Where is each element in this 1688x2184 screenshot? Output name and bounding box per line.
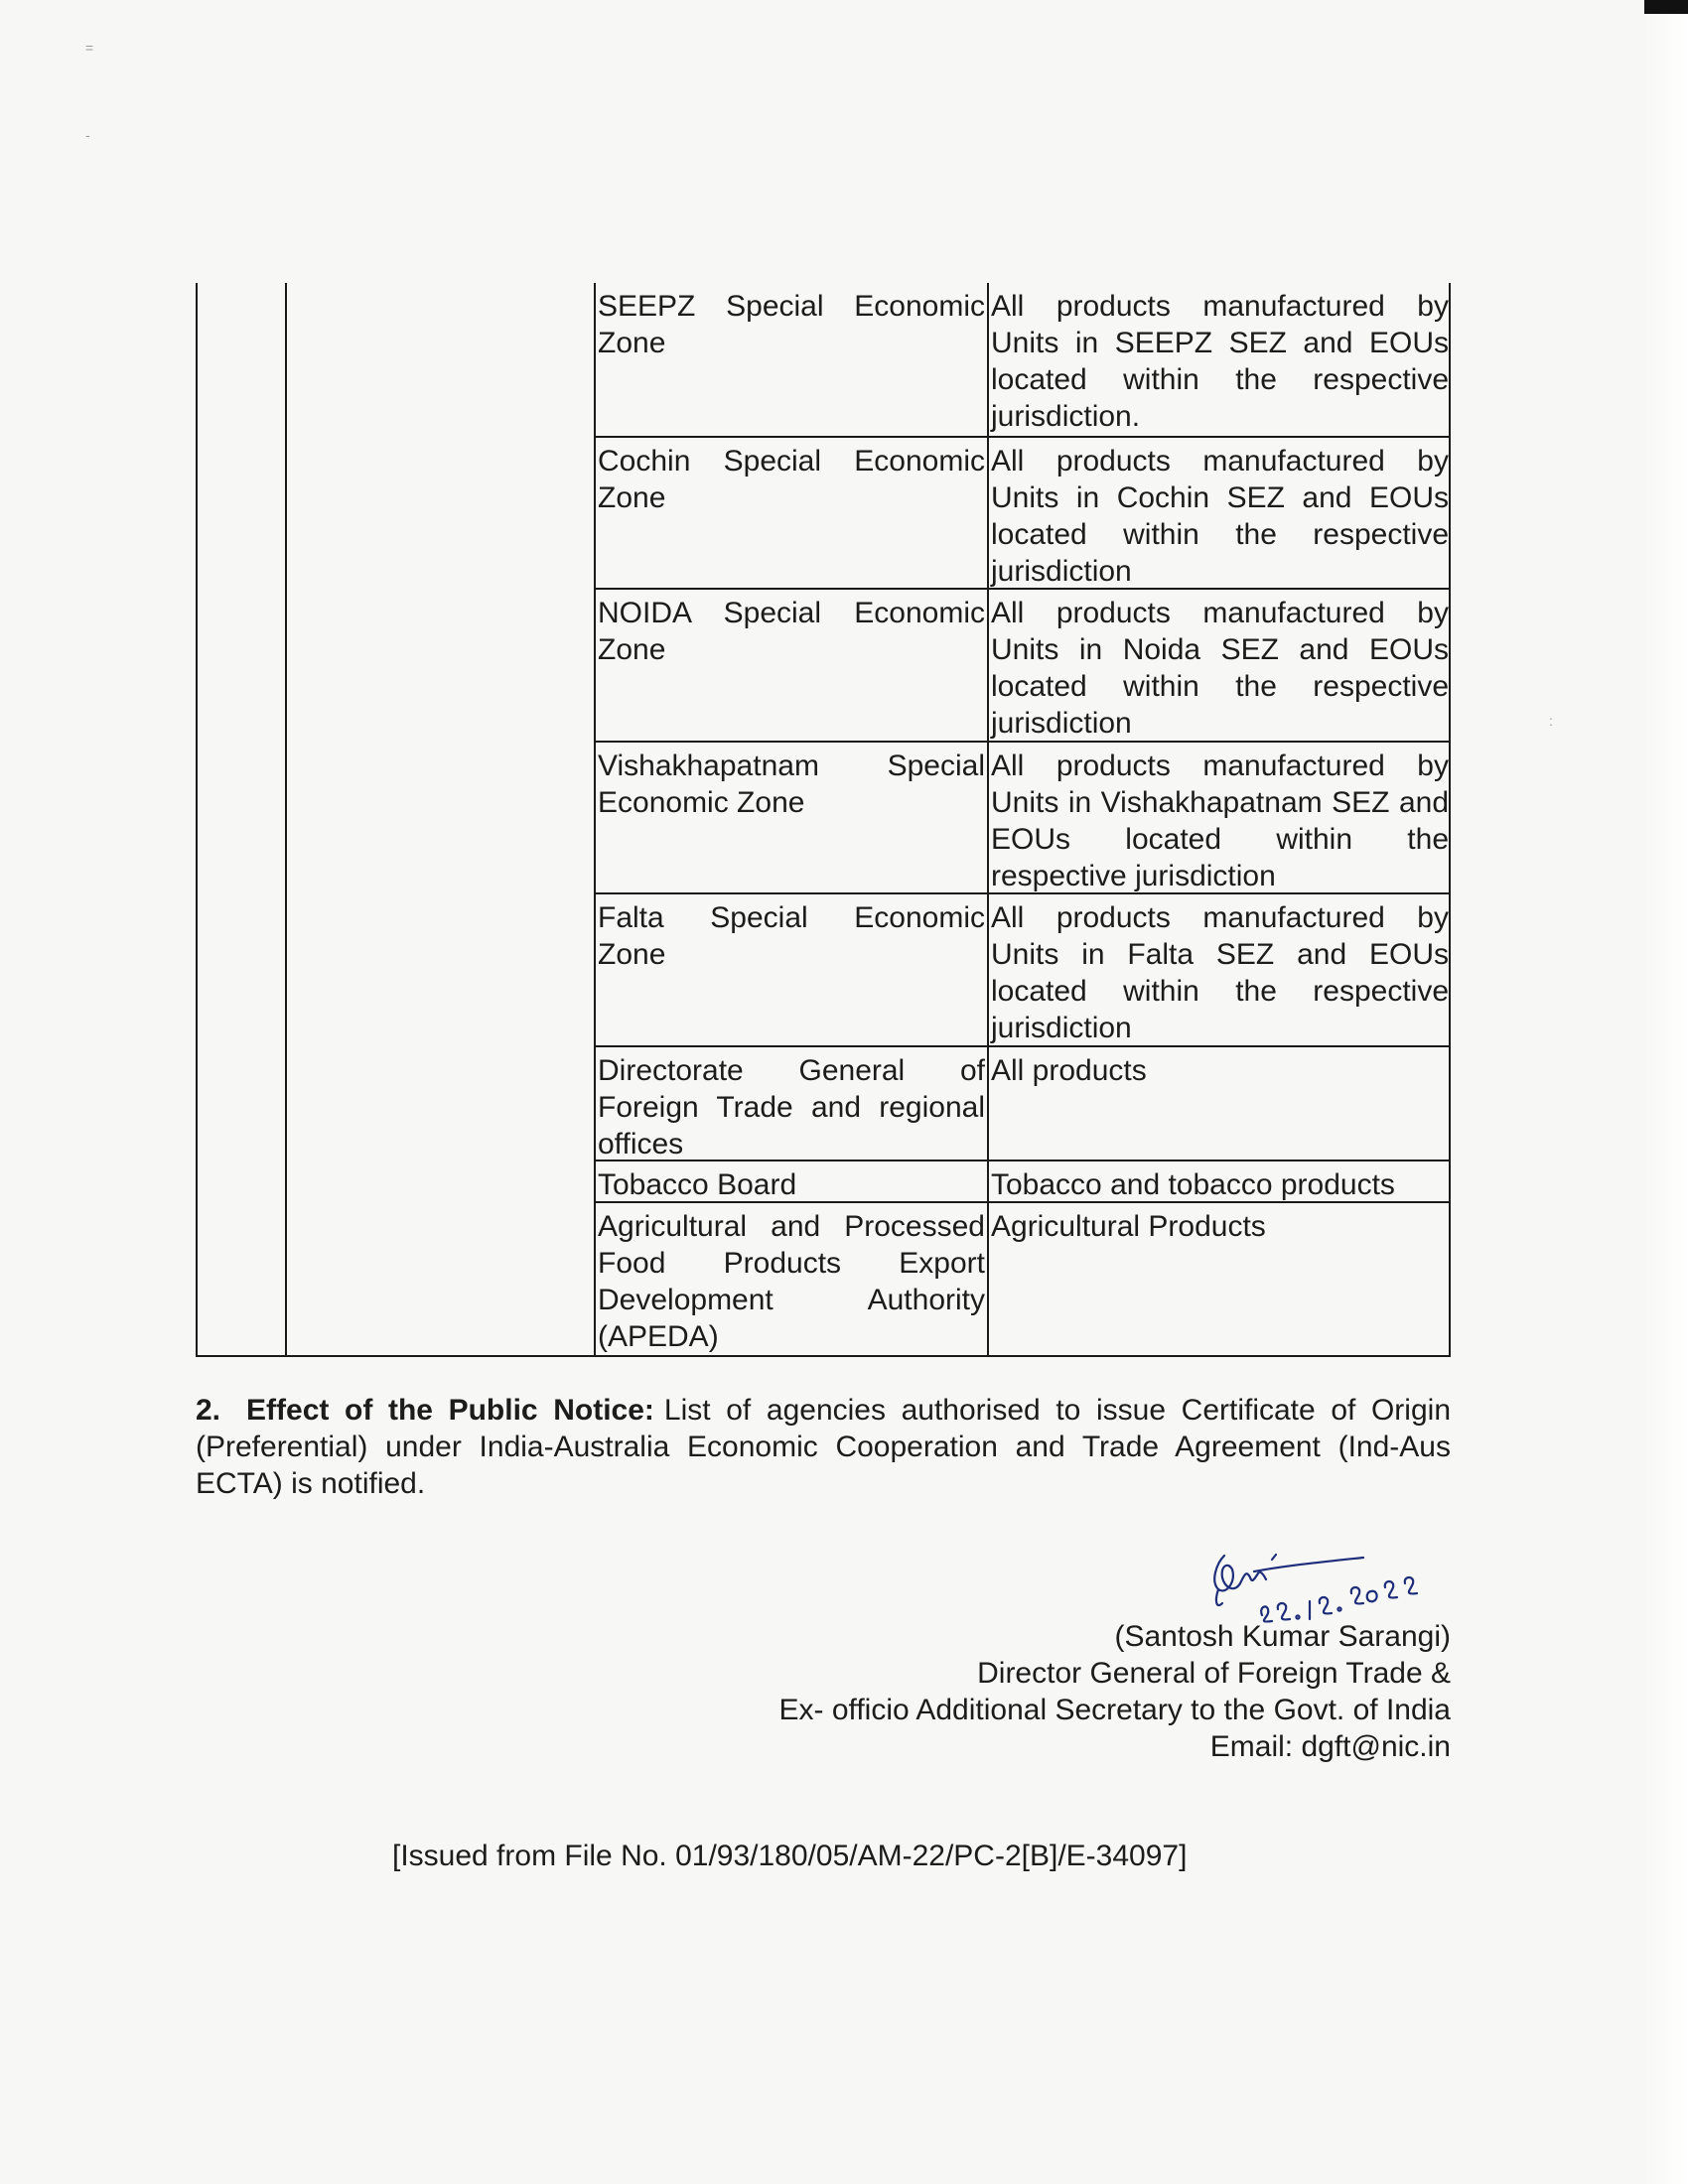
agency-cell: Agricultural and Processed Food Products Export Development Authority (APEDA) [594,1203,987,1355]
table-body [594,283,1451,1355]
table-row [594,1203,1451,1355]
agency-cell: Falta Special Economic Zone [594,894,987,1045]
agency-cell: Directorate General of Foreign Trade and regional offices [594,1047,987,1160]
table-row [594,1047,1451,1161]
products-cell: Tobacco and tobacco products [987,1161,1451,1201]
agency-cell: Cochin Special Economic Zone [594,438,987,588]
signatory-designation: Director General of Foreign Trade & [977,1657,1451,1690]
signatory-name: (Santosh Kumar Sarangi) [1114,1620,1451,1653]
signatory-block [779,1618,1451,1765]
scan-speck: = [85,40,94,56]
agency-cell: SEEPZ Special Economic Zone [594,283,987,436]
table-row [594,743,1451,894]
table-row [594,438,1451,590]
products-cell: All products [987,1047,1451,1160]
products-cell: All products manufactured by Units in Noida SEZ and EOUs located within the respective jurisdiction [987,590,1451,741]
section-heading: Effect of the Public Notice: [246,1394,654,1427]
table-row [594,894,1451,1047]
agency-cell: NOIDA Special Economic Zone [594,590,987,741]
scan-edge-mark [1644,0,1688,14]
section-number: 2. [196,1394,221,1427]
signatory-additional-designation: Ex- officio Additional Secretary to the Govt. of India [778,1694,1451,1726]
effect-of-notice-paragraph [196,1392,1451,1502]
agency-table [196,283,1451,1357]
scan-speck: : [1549,713,1553,729]
table-row [594,1161,1451,1203]
products-cell: All products manufactured by Units in Falta SEZ and EOUs located within the respective jurisdiction [987,894,1451,1045]
products-cell: All products manufactured by Units in SEEPZ SEZ and EOUs located within the respective jurisdiction. [987,283,1451,436]
signatory-email: Email: dgft@nic.in [1209,1730,1451,1763]
products-cell: All products manufactured by Units in Cochin SEZ and EOUs located within the respective jurisdiction [987,438,1451,588]
table-row [594,283,1451,438]
page-margin-strip [1644,0,1688,2184]
products-cell: Agricultural Products [987,1203,1451,1355]
scan-speck: - [85,127,90,143]
products-cell: All products manufactured by Units in Vishakhapatnam SEZ and EOUs located within the respective jurisdiction [987,743,1451,892]
table-column-divider [285,283,287,1355]
file-reference: [Issued from File No. 01/93/180/05/AM-22/PC-2[B]/E-34097] [392,1840,1188,1872]
section-body: List of agencies authorised to issue Certificate of Origin (Preferential) under India-Australia Economic Cooperation and Trade Agreement (Ind-Aus ECTA) is notified. [196,1394,1451,1500]
table-row [594,590,1451,743]
agency-cell: Vishakhapatnam Special Economic Zone [594,743,987,892]
agency-cell: Tobacco Board [594,1161,987,1201]
